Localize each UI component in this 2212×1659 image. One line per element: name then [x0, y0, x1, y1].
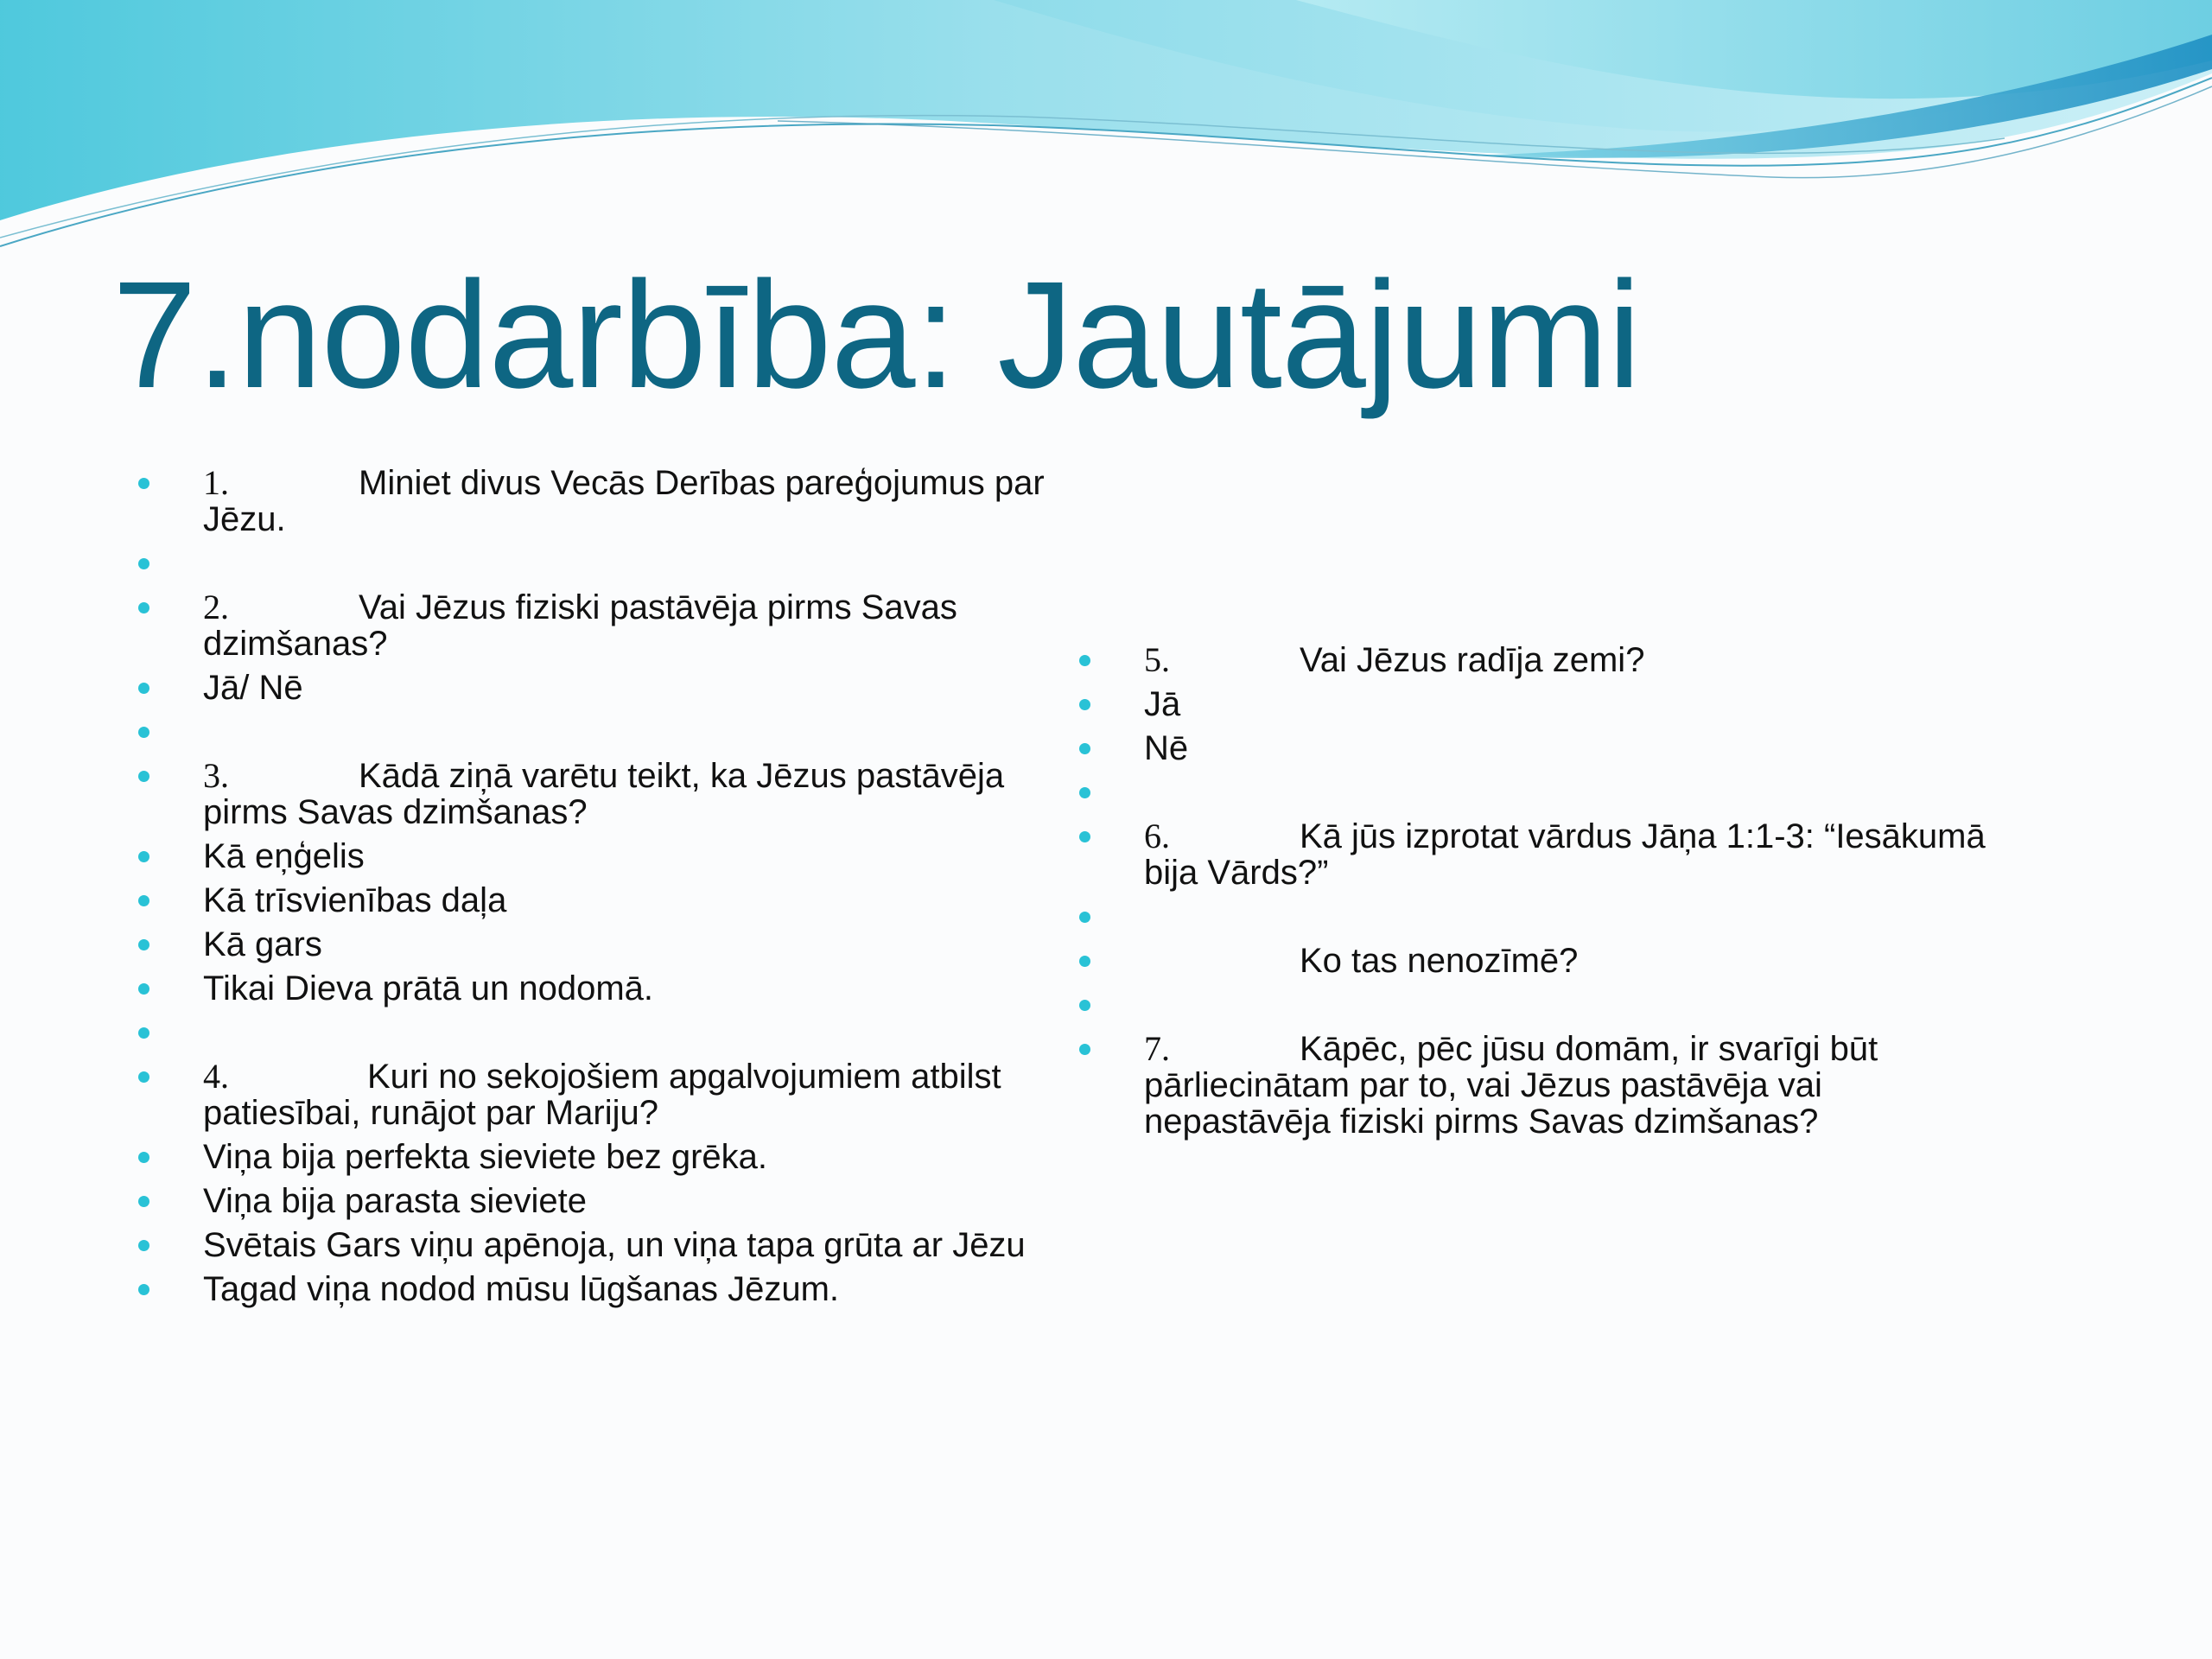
answer-text — [203, 713, 213, 751]
bullet-icon — [1079, 655, 1090, 666]
answer-text: Tikai Dieva prātā un nodomā. — [203, 969, 654, 1007]
list-item — [1077, 774, 2011, 810]
list-item — [137, 758, 1052, 830]
bullet-icon — [138, 1284, 149, 1295]
list-item — [137, 926, 1052, 963]
question-number: 5. — [1144, 640, 1170, 679]
bullet-icon — [138, 1027, 149, 1039]
answer-text: Kā eņģelis — [203, 837, 365, 875]
question-number: 4. — [203, 1057, 229, 1096]
list-item — [1077, 987, 2011, 1023]
bullet-icon — [138, 683, 149, 694]
question-number: 1. — [203, 463, 229, 502]
list-item — [137, 1058, 1052, 1131]
bullet-icon — [1079, 1000, 1090, 1011]
answer-text — [1144, 773, 1154, 811]
list-item — [1077, 686, 2011, 722]
bullet-icon — [1079, 912, 1090, 923]
header-wave-decoration — [0, 0, 2212, 276]
bullet-icon — [138, 1071, 149, 1083]
list-item — [1077, 943, 2011, 979]
list-item — [137, 970, 1052, 1007]
list-item — [137, 670, 1052, 706]
bullet-icon — [138, 727, 149, 738]
bullet-icon — [1079, 956, 1090, 967]
bullet-icon — [1079, 1044, 1090, 1055]
bullet-icon — [138, 558, 149, 569]
answer-text: Svētais Gars viņu apēnoja, un viņa tapa grūta ar Jēzu — [203, 1226, 1026, 1264]
bullet-icon — [138, 478, 149, 489]
list-item — [137, 545, 1052, 582]
right-question-list — [1077, 642, 2011, 1147]
question-number: 2. — [203, 588, 229, 626]
list-item — [137, 882, 1052, 918]
left-question-list — [137, 465, 1052, 1315]
list-item — [1077, 818, 2011, 891]
question-text: Vai Jēzus radīja zemi? — [1300, 641, 1645, 679]
bullet-icon — [138, 1196, 149, 1207]
bullet-icon — [1079, 787, 1090, 798]
answer-text: Kā gars — [203, 925, 322, 963]
answer-text: Viņa bija parasta sieviete — [203, 1182, 587, 1220]
question-text: Kuri no sekojošiem apgalvojumiem atbilst patiesībai, runājot par Mariju? — [203, 1058, 1001, 1132]
answer-text: Viņa bija perfekta sieviete bez grēka. — [203, 1138, 767, 1176]
bullet-icon — [1079, 831, 1090, 842]
list-item — [137, 465, 1052, 537]
answer-text: Jā — [1144, 685, 1181, 723]
list-item — [137, 1014, 1052, 1051]
bullet-icon — [138, 602, 149, 613]
question-text: Kādā ziņā varētu teikt, ka Jēzus pastāvēja pirms Savas dzimšanas? — [203, 757, 1005, 831]
bullet-icon — [1079, 699, 1090, 710]
list-item — [137, 1227, 1052, 1263]
list-item — [1077, 730, 2011, 766]
bullet-icon — [1079, 743, 1090, 754]
answer-text — [203, 544, 213, 582]
question-number: 7. — [1144, 1029, 1170, 1068]
answer-text — [203, 1014, 213, 1052]
bullet-icon — [138, 1152, 149, 1163]
list-item — [137, 1183, 1052, 1219]
list-item — [137, 714, 1052, 750]
bullet-icon — [138, 851, 149, 862]
bullet-icon — [138, 895, 149, 906]
bullet-icon — [138, 983, 149, 995]
question-number: 3. — [203, 756, 229, 795]
list-item — [137, 1139, 1052, 1175]
answer-text — [1144, 898, 1154, 936]
answer-text — [1144, 986, 1154, 1024]
list-item — [1077, 1031, 2011, 1140]
question-text: Kā jūs izprotat vārdus Jāņa 1:1-3: “Iesākumā bija Vārds?” — [1144, 817, 1986, 892]
bullet-icon — [138, 771, 149, 782]
slide-title: 7.nodarbība: Jautājumi — [112, 251, 1641, 420]
list-item — [1077, 899, 2011, 935]
answer-text: Jā/ Nē — [203, 669, 303, 707]
answer-text: Ko tas nenozīmē? — [1300, 942, 1579, 980]
list-item — [137, 589, 1052, 662]
question-text: Vai Jēzus fiziski pastāvēja pirms Savas dzimšanas? — [203, 588, 957, 663]
question-number: 6. — [1144, 817, 1170, 855]
question-text: Miniet divus Vecās Derības pareģojumus par Jēzu. — [203, 464, 1045, 538]
list-item — [1077, 642, 2011, 678]
question-text: Kāpēc, pēc jūsu domām, ir svarīgi būt pārliecinātam par to, vai Jēzus pastāvēja vai nepastāvēja fiziski pirms Savas dzimšanas? — [1144, 1030, 1878, 1141]
answer-text: Tagad viņa nodod mūsu lūgšanas Jēzum. — [203, 1270, 840, 1308]
bullet-icon — [138, 939, 149, 950]
bullet-icon — [138, 1240, 149, 1251]
answer-text: Nē — [1144, 729, 1189, 767]
list-item — [137, 1271, 1052, 1307]
list-item — [137, 838, 1052, 874]
answer-text: Kā trīsvienības daļa — [203, 881, 507, 919]
